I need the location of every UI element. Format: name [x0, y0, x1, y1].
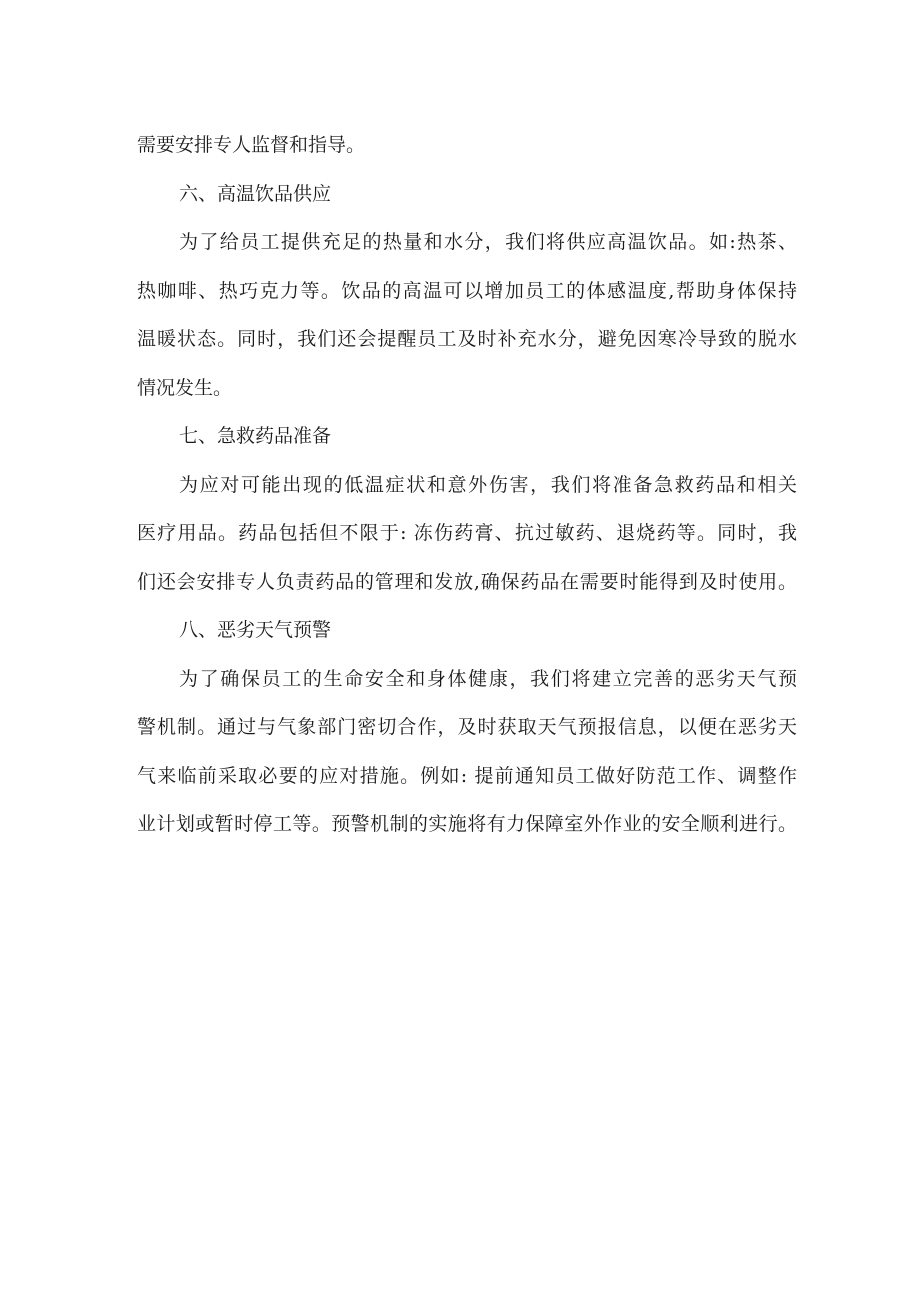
paragraph-continuation-line: 需要安排专人监督和指导。 — [137, 134, 366, 156]
paragraph-line: 气来临前采取必要的应对措施。例如: 提前通知员工做好防范工作、调整作 — [137, 764, 797, 787]
paragraph-line: 为了确保员工的生命安全和身体健康，我们将建立完善的恶劣天气预 — [179, 667, 797, 690]
paragraph-line: 为应对可能出现的低温症状和意外伤害，我们将准备急救药品和相关 — [179, 473, 797, 496]
section-heading-weather-warning: 八、恶劣天气预警 — [179, 619, 332, 641]
document-body — [137, 121, 797, 849]
paragraph-line: 热咖啡、热巧克力等。饮品的高温可以增加员工的体感温度,帮助身体保持 — [137, 279, 797, 302]
paragraph-line: 业计划或暂时停工等。预警机制的实施将有力保障室外作业的安全顺利进行。 — [137, 813, 797, 835]
section-heading-hot-drinks: 六、高温饮品供应 — [179, 182, 332, 205]
paragraph-line: 们还会安排专人负责药品的管理和发放,确保药品在需要时能得到及时使用。 — [137, 570, 797, 593]
paragraph-line: 警机制。通过与气象部门密切合作，及时获取天气预报信息，以便在恶劣天 — [137, 716, 797, 738]
section-heading-first-aid: 七、急救药品准备 — [179, 425, 332, 447]
paragraph-line: 情况发生。 — [137, 376, 233, 399]
paragraph-line: 为了给员工提供充足的热量和水分，我们将供应高温饮品。如:热茶、 — [179, 231, 797, 253]
paragraph-line: 温暖状态。同时，我们还会提醒员工及时补充水分，避免因寒冷导致的脱水 — [137, 328, 797, 350]
paragraph-line: 医疗用品。药品包括但不限于: 冻伤药膏、抗过敏药、退烧药等。同时，我 — [137, 522, 797, 544]
